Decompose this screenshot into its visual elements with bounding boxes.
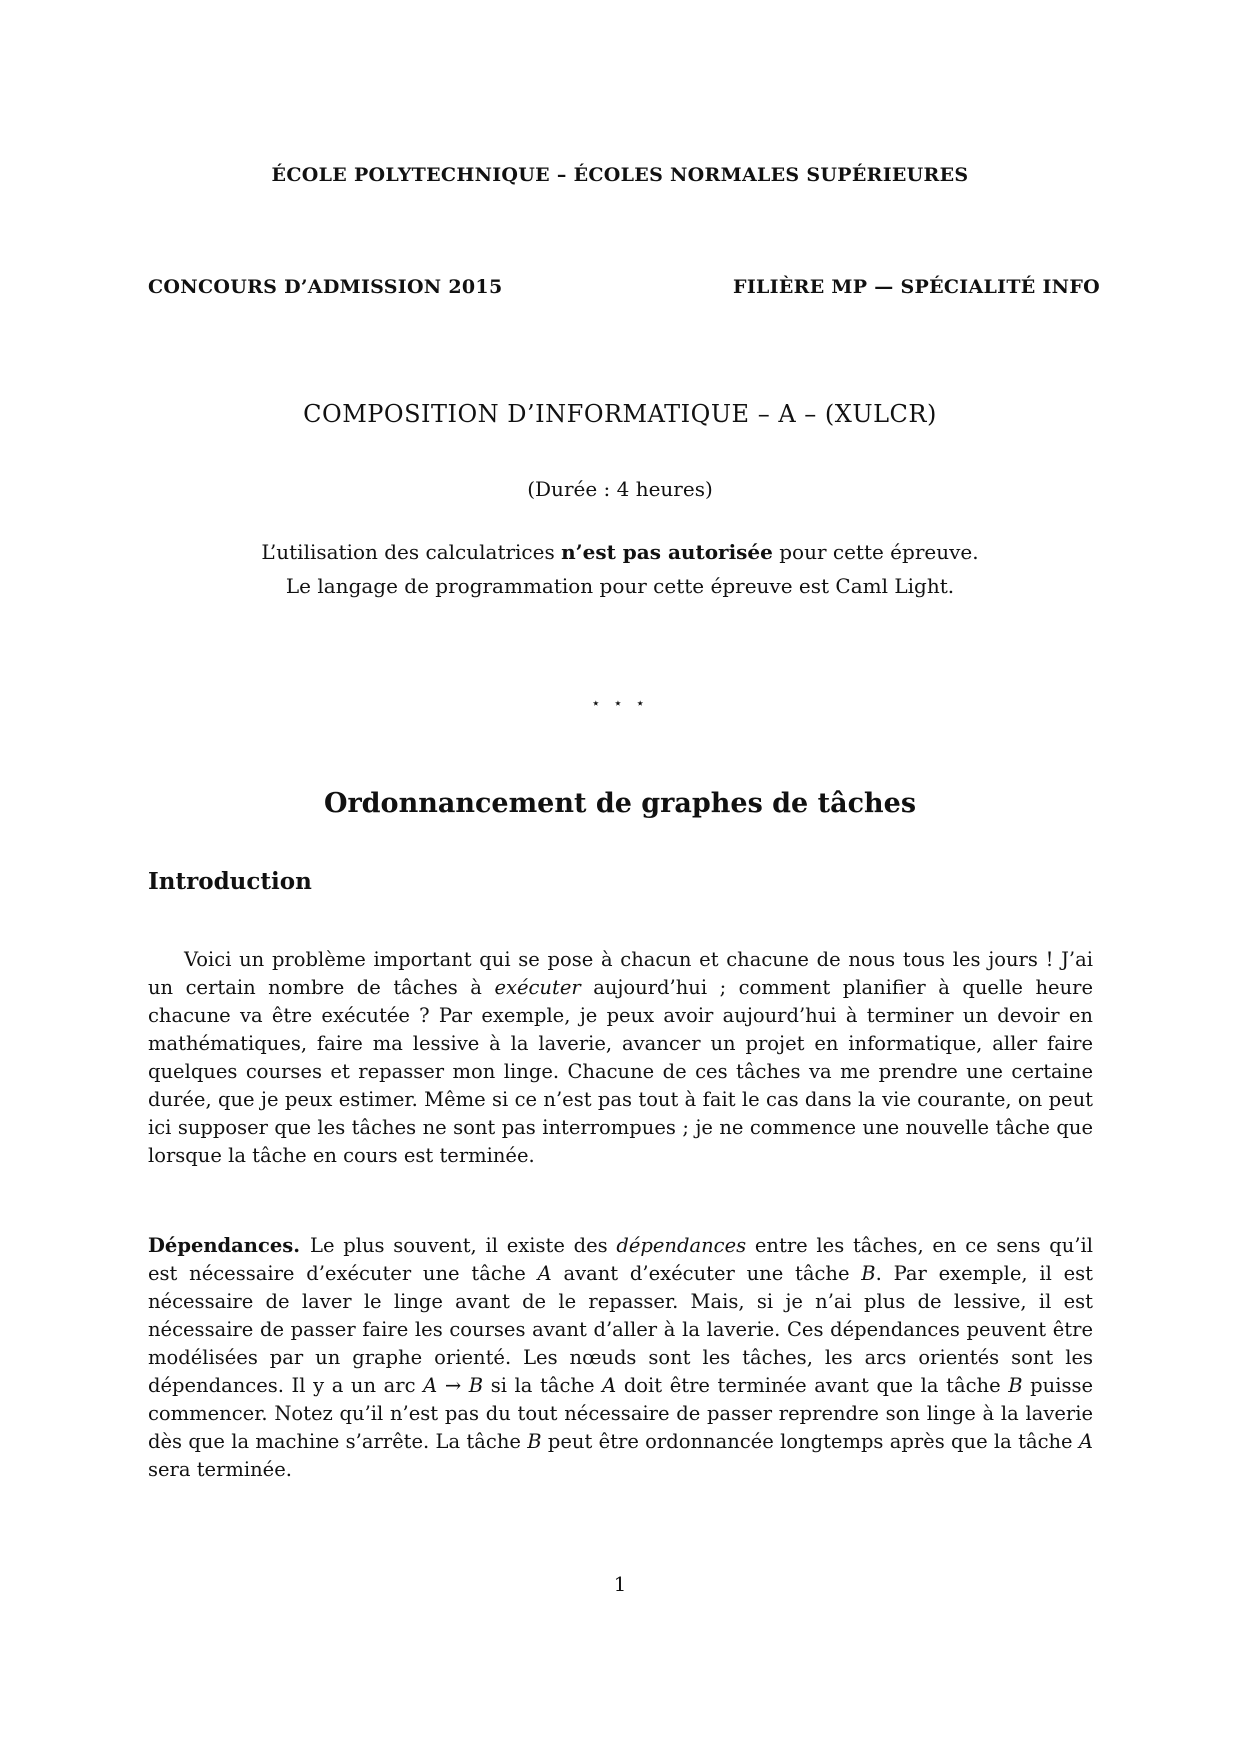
calculator-rule-end: pour cette épreuve. [772,540,979,564]
language-rule: Le langage de programmation pour cette épreuve est Caml Light. [285,574,955,598]
section-heading-introduction: Introduction [148,868,312,895]
dep-var-a: A [1078,1430,1093,1453]
intro-text-2: aujourd’hui ; comment planifier à quelle heure chacune va être exécutée ? Par exemple, je peux avoir aujourd’hui à terminer un devoir en mathématiques, faire ma lessive à la laverie, avancer un projet en informatique, aller faire quelques courses et repasser mon linge. Chacune de ces tâches va me prendre une certaine durée, que je peux estimer. Même si ce n’est pas tout à fait le cas dans la vie courante, on peut ici supposer que les tâches ne sont pas interrompues ; je ne commence une nouvelle tâche que lorsque la tâche en cours est terminée. [148,976,1093,1167]
dep-text-9: sera terminée. [148,1458,292,1481]
separator-stars: ⋆ ⋆ ⋆ [591,694,649,712]
dep-var-a: A [602,1374,617,1397]
dep-text-7: puisse commencer. Notez qu’il n’est pas du tout nécessaire de passer reprendre son linge à la laverie dès que la machine s’arrête. La tâche [148,1374,1094,1453]
dep-arc: A → B [423,1374,484,1397]
composition-title: COMPOSITION D’INFORMATIQUE – A – (XULCR) [303,400,937,428]
school-header: ÉCOLE POLYTECHNIQUE – ÉCOLES NORMALES SUPÉRIEURES [271,164,969,186]
dep-text-2: entre les tâches, en ce sens qu’il est nécessaire d’exécuter une tâche [148,1234,1093,1285]
document-title: Ordonnancement de graphes de tâches [323,788,917,819]
exam-duration: (Durée : 4 heures) [527,477,713,501]
concours-label: CONCOURS D’ADMISSION 2015 [148,276,503,298]
dep-var-b: B [861,1262,876,1285]
dep-text-5: si la tâche [483,1374,603,1397]
calculator-rule-start: L’utilisation des calculatrices [261,540,562,564]
dependances-label: Dépendances. [148,1234,301,1257]
dep-text-3: avant d’exécuter une tâche [551,1262,862,1285]
dep-var-b: B [1008,1374,1023,1397]
dep-var-a: A [537,1262,552,1285]
introduction-paragraph [148,946,1093,1170]
dep-text-6: doit être terminée avant que la tâche [616,1374,1009,1397]
dep-emphasis: dépendances [616,1234,747,1257]
intro-emphasis: exécuter [494,976,581,999]
filiere-label: FILIÈRE MP — SPÉCIALITÉ INFO [733,276,1100,298]
dependances-paragraph [148,1232,1093,1484]
page-number: 1 [613,1572,627,1596]
dep-text-4: . Par exemple, il est nécessaire de laver le linge avant de le repasser. Mais, si je n’ai plus de lessive, il est nécessaire de passer faire les courses avant d’aller à la laverie. Ces dépendances peuvent être modélisées par un graphe orienté. Les nœuds sont les tâches, les arcs orientés sont les dépendances. Il y a un arc [148,1262,1093,1397]
calculator-rule [0,540,1240,564]
dep-text-8: peut être ordonnancée longtemps après que la tâche [541,1430,1079,1453]
dep-text-1: Le plus souvent, il existe des [310,1234,617,1257]
intro-text-1: Voici un problème important qui se pose à chacun et chacune de nous tous les jours ! J’ai un certain nombre de tâches à [148,948,1093,999]
calculator-rule-emphasis: n’est pas autorisée [561,540,773,564]
dep-var-b: B [527,1430,542,1453]
